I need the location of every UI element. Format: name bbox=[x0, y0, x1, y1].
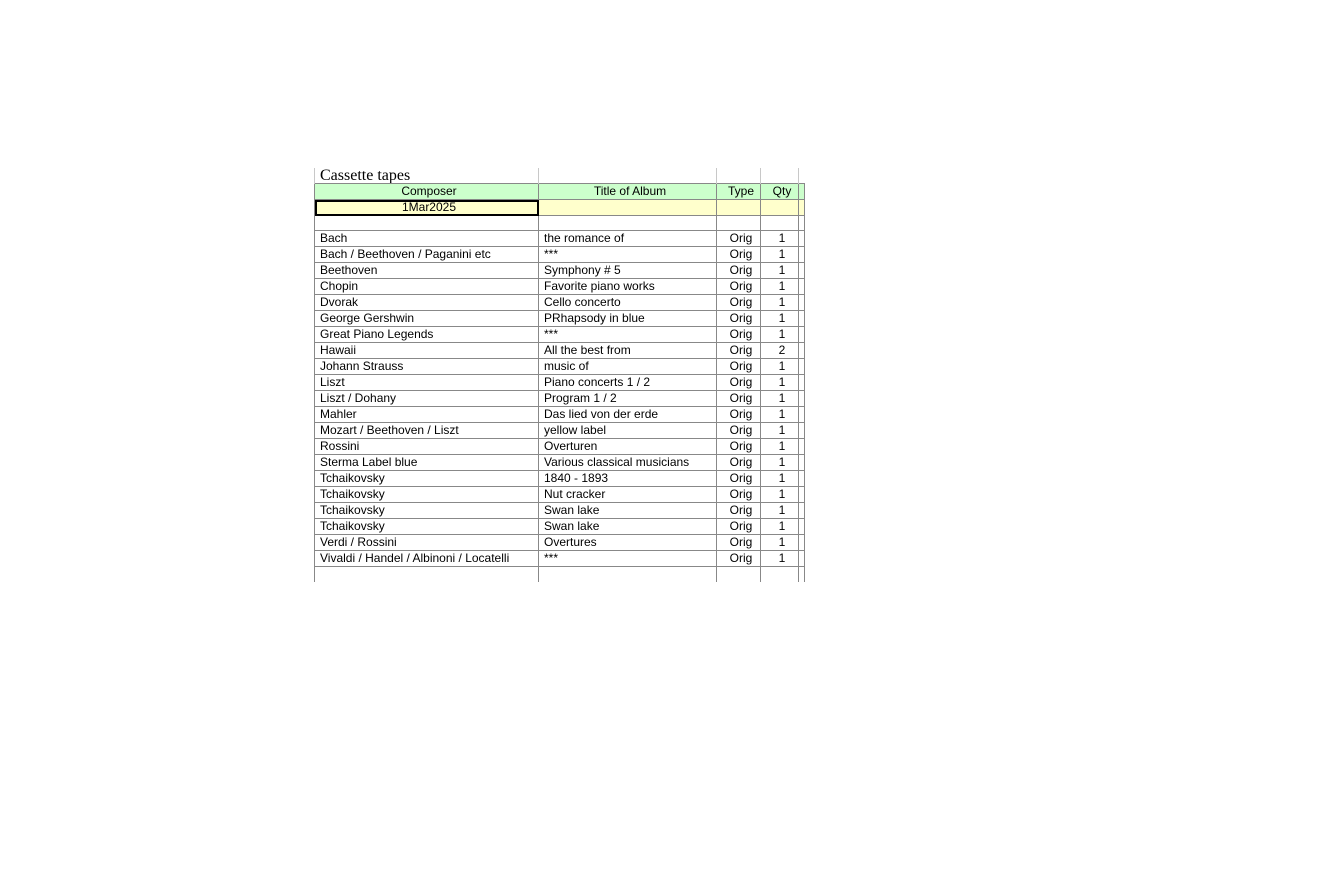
type-cell[interactable]: Orig bbox=[717, 375, 761, 391]
qty-cell[interactable]: 1 bbox=[761, 231, 799, 247]
empty-cell[interactable] bbox=[799, 295, 805, 311]
empty-cell[interactable] bbox=[799, 168, 805, 184]
header-row bbox=[315, 184, 805, 200]
qty-cell[interactable]: 1 bbox=[761, 263, 799, 279]
composer-cell[interactable]: Beethoven bbox=[315, 263, 539, 279]
empty-cell[interactable] bbox=[799, 327, 805, 343]
title-cell[interactable]: Swan lake bbox=[539, 519, 717, 535]
empty-cell[interactable] bbox=[799, 471, 805, 487]
empty-cell[interactable] bbox=[717, 168, 761, 184]
empty-cell[interactable] bbox=[539, 567, 717, 582]
empty-cell[interactable] bbox=[761, 216, 799, 231]
title-cell[interactable]: Program 1 / 2 bbox=[539, 391, 717, 407]
empty-cell[interactable] bbox=[799, 503, 805, 519]
table-row bbox=[315, 551, 805, 567]
type-cell[interactable]: Orig bbox=[717, 423, 761, 439]
empty-cell[interactable] bbox=[799, 567, 805, 582]
cassette-table bbox=[314, 168, 805, 582]
composer-cell[interactable]: Hawaii bbox=[315, 343, 539, 359]
empty-cell[interactable] bbox=[539, 168, 717, 184]
title-cell[interactable]: Cello concerto bbox=[539, 295, 717, 311]
composer-cell[interactable]: Bach bbox=[315, 231, 539, 247]
title-cell[interactable]: *** bbox=[539, 327, 717, 343]
date-row bbox=[315, 200, 805, 216]
composer-cell[interactable]: Verdi / Rossini bbox=[315, 535, 539, 551]
type-cell[interactable]: Orig bbox=[717, 279, 761, 295]
table-row bbox=[315, 391, 805, 407]
empty-cell[interactable] bbox=[539, 216, 717, 231]
composer-cell[interactable]: Tchaikovsky bbox=[315, 487, 539, 503]
title-cell[interactable]: music of bbox=[539, 359, 717, 375]
qty-cell[interactable]: 1 bbox=[761, 439, 799, 455]
title-cell[interactable]: *** bbox=[539, 551, 717, 567]
composer-cell[interactable]: Sterma Label blue bbox=[315, 455, 539, 471]
type-cell[interactable]: Orig bbox=[717, 519, 761, 535]
empty-cell[interactable] bbox=[717, 567, 761, 582]
type-cell[interactable]: Orig bbox=[717, 343, 761, 359]
title-cell[interactable]: Nut cracker bbox=[539, 487, 717, 503]
table-row bbox=[315, 375, 805, 391]
blank-row bbox=[315, 567, 805, 582]
sheet-title[interactable]: Cassette tapes bbox=[315, 168, 539, 184]
empty-cell[interactable] bbox=[799, 375, 805, 391]
date-cell-selected[interactable]: 1Mar2025 bbox=[315, 200, 539, 216]
title-cell[interactable]: PRhapsody in blue bbox=[539, 311, 717, 327]
table-row bbox=[315, 503, 805, 519]
type-cell[interactable]: Orig bbox=[717, 471, 761, 487]
qty-cell[interactable]: 2 bbox=[761, 343, 799, 359]
empty-cell[interactable] bbox=[717, 216, 761, 231]
type-cell[interactable]: Orig bbox=[717, 439, 761, 455]
empty-cell[interactable] bbox=[799, 263, 805, 279]
table-row bbox=[315, 231, 805, 247]
spreadsheet-grid bbox=[314, 168, 804, 590]
type-cell[interactable]: Orig bbox=[717, 327, 761, 343]
empty-cell[interactable] bbox=[799, 216, 805, 231]
title-cell[interactable]: All the best from bbox=[539, 343, 717, 359]
type-cell[interactable]: Orig bbox=[717, 551, 761, 567]
title-cell[interactable]: Swan lake bbox=[539, 503, 717, 519]
title-cell[interactable]: Favorite piano works bbox=[539, 279, 717, 295]
qty-cell[interactable]: 1 bbox=[761, 375, 799, 391]
composer-cell[interactable]: Mahler bbox=[315, 407, 539, 423]
type-cell[interactable]: Orig bbox=[717, 487, 761, 503]
empty-cell[interactable] bbox=[799, 279, 805, 295]
empty-cell[interactable] bbox=[799, 231, 805, 247]
empty-cell[interactable] bbox=[799, 247, 805, 263]
type-header[interactable]: Type bbox=[717, 184, 761, 200]
empty-cell[interactable] bbox=[761, 168, 799, 184]
empty-cell[interactable] bbox=[799, 391, 805, 407]
title-header[interactable]: Title of Album bbox=[539, 184, 717, 200]
table-row bbox=[315, 439, 805, 455]
title-cell[interactable]: Piano concerts 1 / 2 bbox=[539, 375, 717, 391]
qty-cell[interactable]: 1 bbox=[761, 535, 799, 551]
composer-cell[interactable]: Bach / Beethoven / Paganini etc bbox=[315, 247, 539, 263]
empty-cell[interactable] bbox=[799, 439, 805, 455]
composer-cell[interactable]: Vivaldi / Handel / Albinoni / Locatelli bbox=[315, 551, 539, 567]
type-cell[interactable]: Orig bbox=[717, 455, 761, 471]
table-row bbox=[315, 535, 805, 551]
empty-cell[interactable] bbox=[799, 200, 805, 216]
table-row bbox=[315, 359, 805, 375]
composer-header[interactable]: Composer bbox=[315, 184, 539, 200]
empty-cell[interactable] bbox=[799, 519, 805, 535]
type-cell[interactable]: Orig bbox=[717, 359, 761, 375]
table-row bbox=[315, 343, 805, 359]
empty-cell[interactable] bbox=[799, 184, 805, 200]
empty-cell[interactable] bbox=[799, 311, 805, 327]
qty-cell[interactable]: 1 bbox=[761, 295, 799, 311]
empty-cell[interactable] bbox=[799, 343, 805, 359]
qty-cell[interactable]: 1 bbox=[761, 423, 799, 439]
type-cell[interactable]: Orig bbox=[717, 231, 761, 247]
type-cell[interactable]: Orig bbox=[717, 503, 761, 519]
composer-cell[interactable]: Liszt bbox=[315, 375, 539, 391]
table-row bbox=[315, 423, 805, 439]
title-cell[interactable]: Various classical musicians bbox=[539, 455, 717, 471]
composer-cell[interactable]: Great Piano Legends bbox=[315, 327, 539, 343]
qty-cell[interactable]: 1 bbox=[761, 407, 799, 423]
composer-cell[interactable]: Johann Strauss bbox=[315, 359, 539, 375]
empty-cell[interactable] bbox=[799, 359, 805, 375]
composer-cell[interactable]: Rossini bbox=[315, 439, 539, 455]
empty-cell[interactable] bbox=[315, 216, 539, 231]
title-cell[interactable]: Overturen bbox=[539, 439, 717, 455]
type-cell[interactable]: Orig bbox=[717, 263, 761, 279]
empty-cell[interactable] bbox=[799, 535, 805, 551]
empty-cell[interactable] bbox=[539, 200, 717, 216]
table-row bbox=[315, 295, 805, 311]
empty-cell[interactable] bbox=[761, 567, 799, 582]
title-cell[interactable]: Das lied von der erde bbox=[539, 407, 717, 423]
empty-cell[interactable] bbox=[717, 200, 761, 216]
table-row bbox=[315, 471, 805, 487]
qty-cell[interactable]: 1 bbox=[761, 359, 799, 375]
qty-cell[interactable]: 1 bbox=[761, 311, 799, 327]
type-cell[interactable]: Orig bbox=[717, 247, 761, 263]
empty-cell[interactable] bbox=[799, 423, 805, 439]
empty-cell[interactable] bbox=[799, 407, 805, 423]
qty-cell[interactable]: 1 bbox=[761, 391, 799, 407]
blank-row bbox=[315, 216, 805, 231]
title-cell[interactable]: Overtures bbox=[539, 535, 717, 551]
composer-cell[interactable]: Tchaikovsky bbox=[315, 471, 539, 487]
table-row bbox=[315, 455, 805, 471]
title-cell[interactable]: yellow label bbox=[539, 423, 717, 439]
empty-cell[interactable] bbox=[799, 551, 805, 567]
table-row bbox=[315, 311, 805, 327]
composer-cell[interactable]: George Gershwin bbox=[315, 311, 539, 327]
type-cell[interactable]: Orig bbox=[717, 391, 761, 407]
table-row bbox=[315, 407, 805, 423]
title-row bbox=[315, 168, 805, 184]
composer-cell[interactable]: Liszt / Dohany bbox=[315, 391, 539, 407]
composer-cell[interactable]: Tchaikovsky bbox=[315, 519, 539, 535]
type-cell[interactable]: Orig bbox=[717, 311, 761, 327]
empty-cell[interactable] bbox=[761, 200, 799, 216]
empty-cell[interactable] bbox=[799, 487, 805, 503]
table-row bbox=[315, 487, 805, 503]
title-cell[interactable]: *** bbox=[539, 247, 717, 263]
title-cell[interactable]: Symphony # 5 bbox=[539, 263, 717, 279]
qty-header[interactable]: Qty bbox=[761, 184, 799, 200]
table-row bbox=[315, 263, 805, 279]
table-row bbox=[315, 327, 805, 343]
qty-cell[interactable]: 1 bbox=[761, 327, 799, 343]
qty-cell[interactable]: 1 bbox=[761, 455, 799, 471]
table-row bbox=[315, 247, 805, 263]
composer-cell[interactable]: Mozart / Beethoven / Liszt bbox=[315, 423, 539, 439]
table-row bbox=[315, 519, 805, 535]
type-cell[interactable]: Orig bbox=[717, 407, 761, 423]
composer-cell[interactable]: Tchaikovsky bbox=[315, 503, 539, 519]
empty-cell[interactable] bbox=[315, 567, 539, 582]
table-row bbox=[315, 279, 805, 295]
qty-cell[interactable]: 1 bbox=[761, 503, 799, 519]
qty-cell[interactable]: 1 bbox=[761, 279, 799, 295]
qty-cell[interactable]: 1 bbox=[761, 551, 799, 567]
qty-cell[interactable]: 1 bbox=[761, 519, 799, 535]
qty-cell[interactable]: 1 bbox=[761, 471, 799, 487]
empty-cell[interactable] bbox=[799, 455, 805, 471]
composer-cell[interactable]: Chopin bbox=[315, 279, 539, 295]
title-cell[interactable]: the romance of bbox=[539, 231, 717, 247]
type-cell[interactable]: Orig bbox=[717, 295, 761, 311]
qty-cell[interactable]: 1 bbox=[761, 247, 799, 263]
title-cell[interactable]: 1840 - 1893 bbox=[539, 471, 717, 487]
composer-cell[interactable]: Dvorak bbox=[315, 295, 539, 311]
type-cell[interactable]: Orig bbox=[717, 535, 761, 551]
qty-cell[interactable]: 1 bbox=[761, 487, 799, 503]
